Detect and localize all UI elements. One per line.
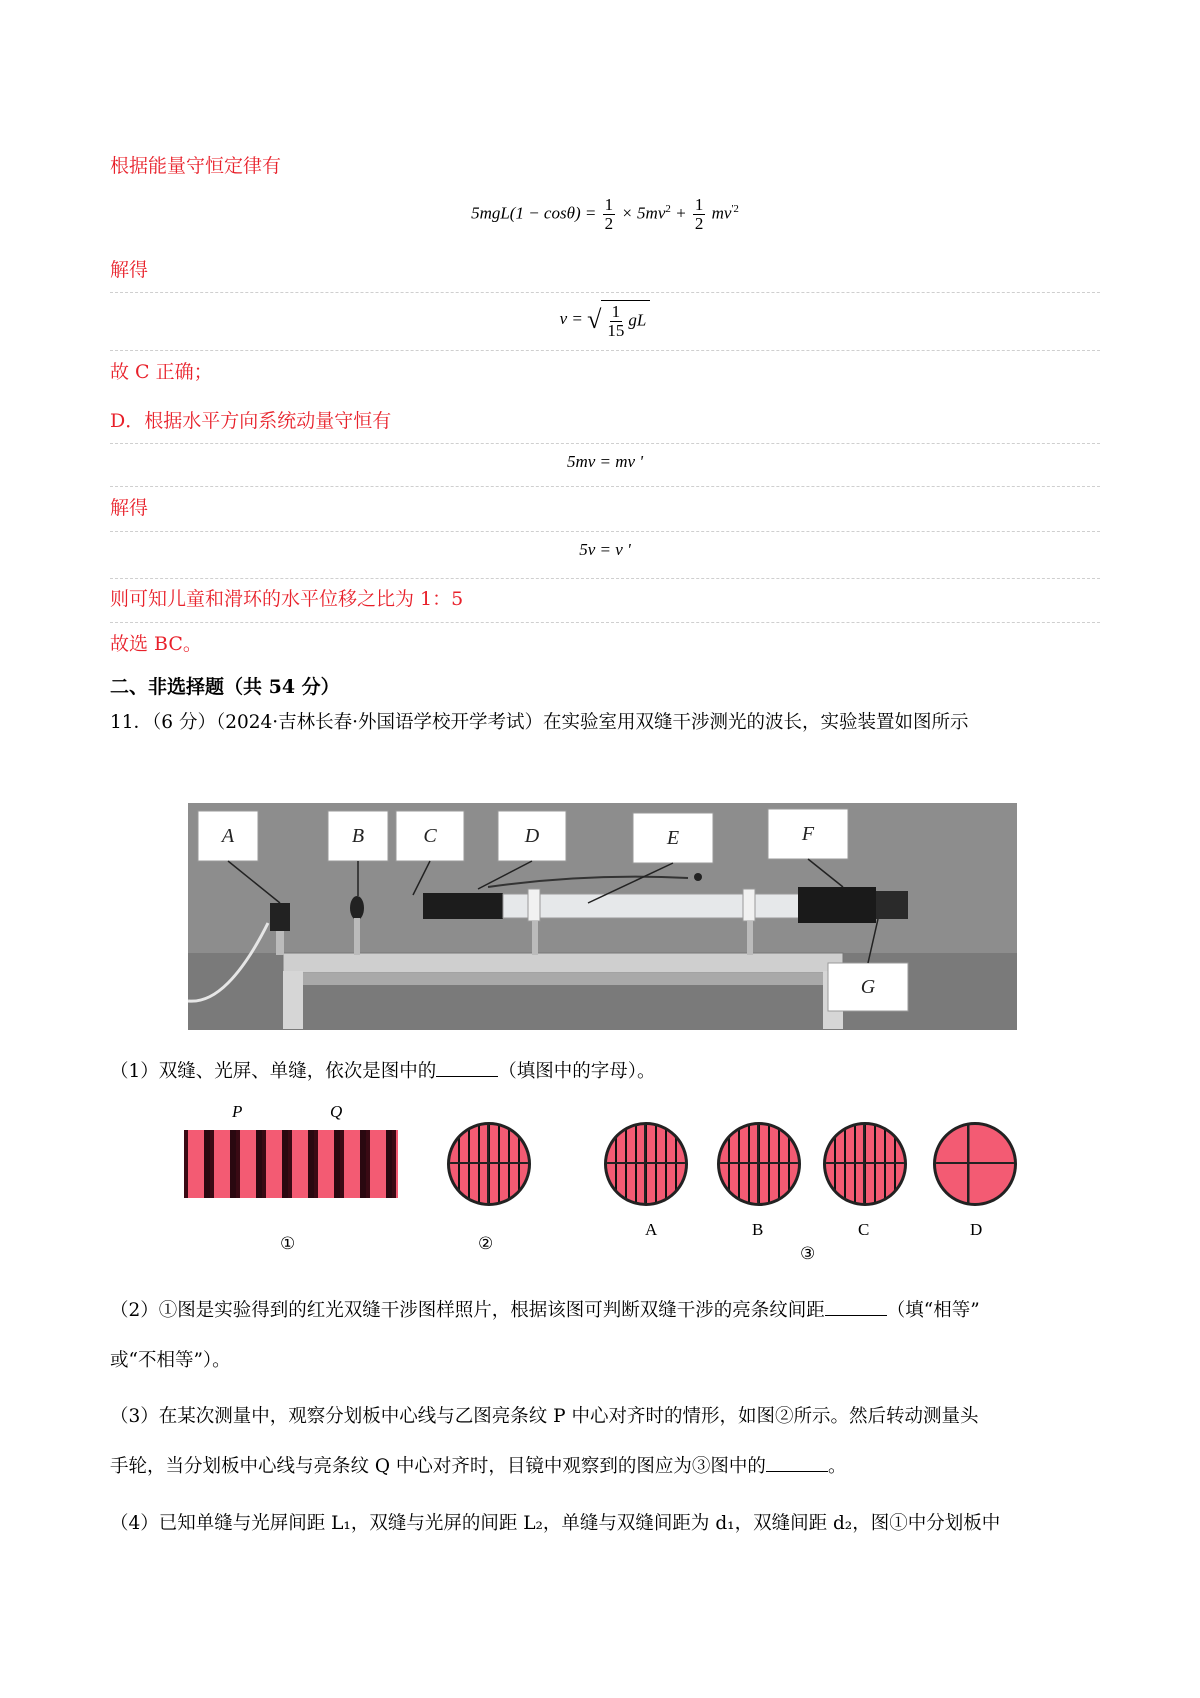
eq1-frac2: [693, 196, 706, 233]
question-4: （4）已知单缝与光屏间距 L₁，双缝与光屏的间距 L₂，单缝与双缝间距为 d₁，双缝间距 d₂，图①中分划板中: [110, 1513, 1001, 1534]
figure-3-caption: ③: [800, 1244, 816, 1263]
rail-leg-left: [283, 971, 303, 1029]
q3-answer-blank[interactable]: [766, 1453, 828, 1472]
crosshair-vertical: [487, 1125, 489, 1203]
sqrt-sign: √: [587, 305, 602, 334]
rod-knob: [694, 873, 702, 881]
question-3: （3）在某次测量中，观察分划板中心线与乙图亮条纹 P 中心对齐时的情形，如图②所示。然后转动测量头: [110, 1406, 979, 1427]
tube-post-1: [532, 921, 538, 955]
label-a: A: [221, 825, 235, 847]
eyepiece-view-2: [447, 1122, 531, 1206]
apparatus-photo: [188, 803, 1017, 1030]
label-g: G: [860, 976, 876, 998]
eq1-frac2-den: 2: [694, 214, 704, 233]
label-b: B: [351, 825, 365, 847]
eq2-frac: [605, 303, 626, 340]
crosshair-horizontal: [450, 1162, 528, 1164]
question-1: [110, 1058, 656, 1086]
crosshair-vertical: [863, 1125, 865, 1203]
d-intro: D．根据水平方向系统动量守恒有: [110, 410, 392, 432]
filter-post: [354, 918, 360, 955]
fringe-q-label: Q: [330, 1102, 343, 1121]
dotted-divider: [110, 531, 1100, 532]
tube-support-1: [528, 889, 540, 921]
crosshair-horizontal: [720, 1162, 798, 1164]
measuring-head: [798, 887, 876, 923]
energy-equation: [110, 196, 1100, 233]
tube-post-2: [747, 921, 753, 955]
solve-label-1: 解得: [110, 259, 149, 281]
velocity-ratio-equation: 5v = v ': [579, 540, 631, 559]
eyepiece: [876, 891, 908, 919]
option-view-b[interactable]: [717, 1122, 801, 1206]
eq1-mid: × 5mv: [621, 203, 666, 223]
eq1-plus: +: [675, 203, 687, 223]
figure-2-caption: ②: [478, 1234, 494, 1253]
figure-1-caption: ①: [280, 1234, 296, 1253]
eq1-sup1: 2: [665, 202, 671, 215]
eq1-frac2-num: 1: [694, 195, 704, 214]
question-2: [110, 1297, 980, 1325]
filter-holder: [350, 896, 364, 920]
option-label-b: B: [752, 1220, 764, 1239]
question-11-stem: 11．（6 分）（2024·吉林长春·外国语学校开学考试）在实验室用双缝干涉测光的波长，实验装置如图所示: [110, 712, 969, 733]
q2-text-end: （填“相等”: [886, 1300, 980, 1321]
light-source: [270, 903, 290, 931]
section-title: 二、非选择题（共 54 分）: [110, 676, 340, 698]
question-3-line-2: [110, 1453, 846, 1481]
sqrt-body: [601, 300, 650, 340]
momentum-equation: 5mv = mv ': [566, 452, 643, 471]
fringe-photo: [184, 1130, 398, 1198]
energy-intro: 根据能量守恒定律有: [110, 155, 282, 177]
q1-answer-blank[interactable]: [436, 1058, 498, 1077]
option-label-c: C: [858, 1220, 870, 1239]
c-correct: 故 C 正确；: [110, 361, 213, 383]
eq2-frac-den: 15: [607, 321, 625, 340]
final-answer: 故选 BC。: [110, 633, 202, 655]
q2-answer-blank[interactable]: [825, 1297, 887, 1316]
option-view-d[interactable]: [933, 1122, 1017, 1206]
dotted-divider: [110, 443, 1100, 444]
q3-text: 手轮，当分划板中心线与亮条纹 Q 中心对齐时，目镜中观察到的图应为③图中的: [110, 1456, 766, 1477]
crosshair-vertical: [644, 1125, 646, 1203]
question-2-line-2: 或“不相等”）。: [110, 1350, 231, 1371]
tube-support-2: [743, 889, 755, 921]
q2-text: （2）①图是实验得到的红光双缝干涉图样照片，根据该图可判断双缝干涉的亮条纹间距: [110, 1300, 825, 1321]
option-view-a[interactable]: [604, 1122, 688, 1206]
option-label-a: A: [645, 1220, 658, 1239]
option-view-c[interactable]: [823, 1122, 907, 1206]
q3-text-end: 。: [827, 1456, 847, 1477]
q1-text-end: （填图中的字母）。: [498, 1061, 656, 1082]
dotted-divider: [110, 350, 1100, 351]
fringe-p-label: P: [232, 1102, 243, 1121]
velocity-equation: [110, 300, 1100, 340]
eq1-tail: mv: [711, 203, 732, 223]
optical-rail: [283, 953, 843, 973]
dotted-divider: [110, 622, 1100, 623]
q1-text: （1）双缝、光屏、单缝，依次是图中的: [110, 1061, 437, 1082]
eq1-frac1-den: 2: [604, 214, 614, 233]
eq1-frac1: [603, 196, 616, 233]
option-label-d: D: [970, 1220, 983, 1239]
eq1-sup2: '2: [731, 202, 739, 215]
label-c: C: [423, 825, 437, 847]
eq2-lhs: v =: [559, 308, 583, 328]
crosshair-horizontal: [826, 1162, 904, 1164]
dotted-divider: [110, 578, 1100, 579]
eq1-frac1-num: 1: [604, 195, 614, 214]
eq1-lhs: 5mgL(1 − cosθ) =: [471, 203, 597, 223]
label-d: D: [524, 825, 540, 847]
crosshair-vertical: [757, 1125, 759, 1203]
label-e: E: [666, 827, 680, 849]
label-f: F: [801, 823, 815, 845]
eq2-tail: gL: [628, 310, 647, 330]
dotted-divider: [110, 292, 1100, 293]
crosshair-horizontal: [607, 1162, 685, 1164]
single-slit-tube: [423, 893, 503, 919]
light-source-post: [276, 931, 284, 955]
displacement-ratio: 则可知儿童和滑环的水平位移之比为 1：5: [110, 588, 464, 610]
crosshair-horizontal: [936, 1162, 1014, 1164]
solve-label-2: 解得: [110, 497, 149, 519]
eq2-frac-num: 1: [611, 302, 621, 321]
rail-side: [283, 973, 843, 985]
dotted-divider: [110, 486, 1100, 487]
